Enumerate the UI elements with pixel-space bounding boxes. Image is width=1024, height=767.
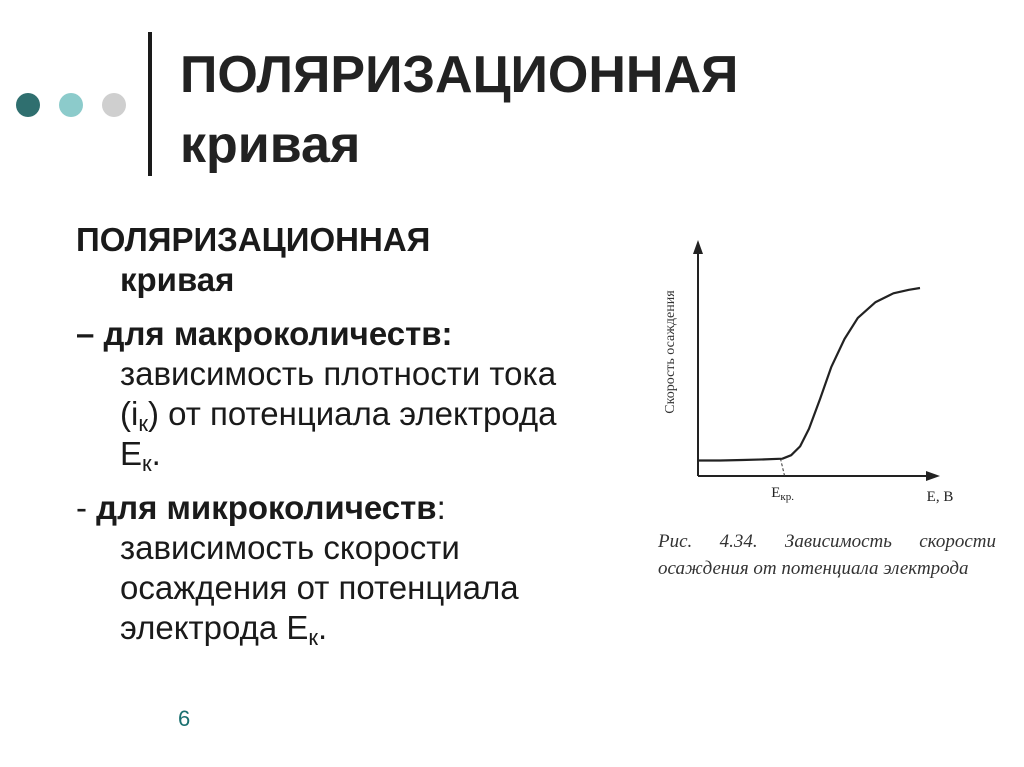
micro-text-a: зависимость скорости осаждения от потенциала электрода E — [120, 529, 519, 646]
macro-heading: – для макроколичеств: — [76, 315, 453, 352]
paragraph-macro — [76, 314, 596, 474]
macro-text-a: зависимость плотности тока (i — [120, 355, 557, 432]
macro-text-c: . — [151, 435, 161, 472]
critical-potential-marker — [781, 459, 785, 476]
deposition-rate-chart — [640, 238, 980, 510]
macro-text-b: ) от потенциала электрода E — [120, 395, 557, 472]
page-number: 6 — [178, 706, 191, 731]
slide-title — [180, 40, 738, 180]
micro-colon: : — [436, 489, 446, 526]
x-tick-label-ekr-sub: кр. — [780, 491, 794, 503]
y-axis-label: Скорость осаждения — [663, 290, 678, 414]
micro-subscript: к — [308, 625, 319, 650]
micro-dash: - — [76, 489, 97, 526]
definition-line1: ПОЛЯРИЗАЦИОННАЯ — [76, 221, 431, 258]
paragraph-micro — [76, 488, 596, 648]
title-divider — [148, 32, 152, 176]
slide-body — [76, 220, 596, 648]
deposition-rate-curve — [698, 288, 920, 461]
macro-subscript-1: к — [138, 411, 148, 436]
figure-caption: Рис. 4.34. Зависимость скорости осаждения от потенциала электрода — [658, 531, 996, 579]
micro-heading: для микроколичеств — [96, 489, 437, 526]
definition-line2: кривая — [120, 261, 235, 298]
x-axis-arrow — [926, 471, 940, 481]
decorative-dot-teal — [59, 93, 83, 117]
micro-text-c: . — [318, 609, 328, 646]
slide-title-line1: ПОЛЯРИЗАЦИОННАЯ — [180, 46, 739, 104]
paragraph-definition — [76, 220, 596, 300]
y-axis-arrow — [693, 240, 703, 254]
slide-title-line2: кривая — [180, 116, 361, 174]
x-tick-label-ekr-main: E — [771, 485, 781, 501]
decorative-dot-dark — [16, 93, 40, 117]
macro-subscript-2: к — [142, 451, 152, 476]
x-axis-label: E, B — [926, 489, 954, 505]
decorative-dot-grey — [102, 93, 126, 117]
x-tick-label-ekr — [771, 485, 794, 503]
